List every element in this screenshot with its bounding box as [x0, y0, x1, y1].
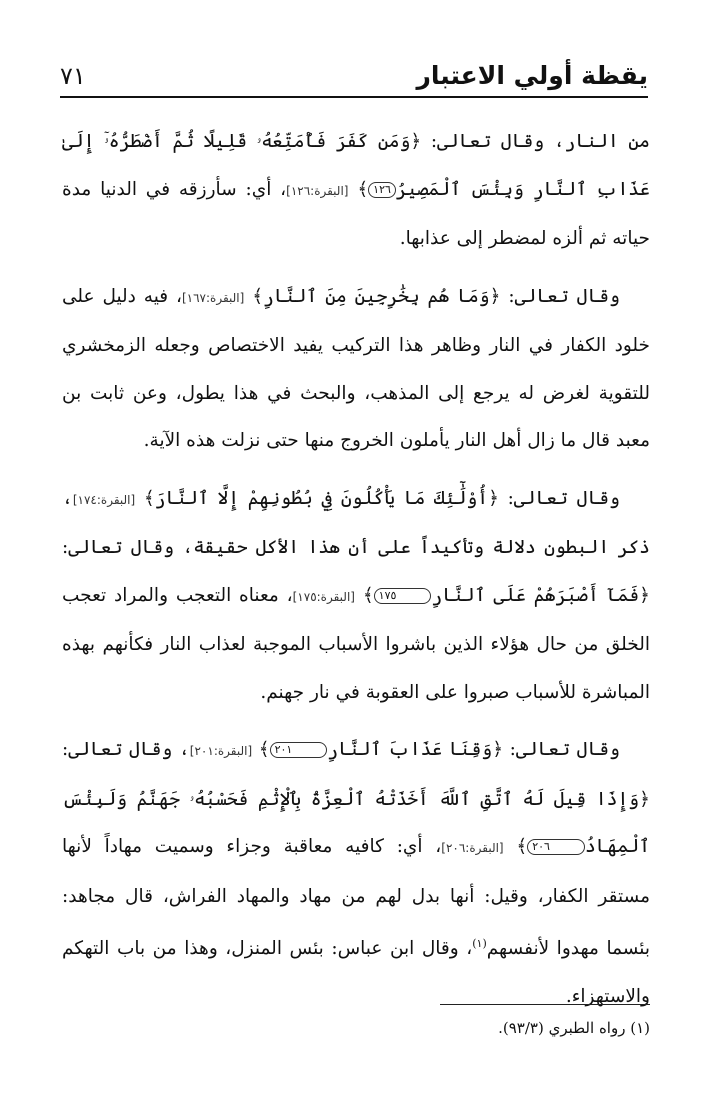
text: ، وقال تعالى:: [62, 739, 190, 760]
text: وقال تعالى:: [498, 487, 620, 509]
ayah-number-marker: ١٢٦: [368, 182, 396, 198]
text: وقال تعالى:: [503, 739, 620, 760]
text: وقال تعالى:: [500, 285, 620, 307]
surah-reference: [البقرة:١٦٧]: [181, 290, 245, 305]
text: ، معناه التعجب والمراد تعجب الخلق من حال هؤلاء الذين باشروا الأسباب الموجبة لعذاب النار فكأنهم بهذه المباشرة للأسباب صبروا على العقوبة في نار جهنم.: [62, 584, 650, 703]
quran-verse: ﴿وَمَا هُم بِخَٰرِجِينَ مِنَ ٱلنَّارِ﴾: [252, 285, 501, 307]
surah-reference: [البقرة:١٧٥]: [292, 589, 355, 604]
paragraph-2: [62, 273, 650, 465]
surah-reference: [البقرة:٢٠٦]: [441, 841, 504, 855]
text: ، أي: كافيه معاقبة وجزاء وسميت مهاداً لأنها مستقر الكفار، وقيل: أنها بدل لهم من مهاد والمهاد الفراش، قال مجاهد: بئسما مهدوا لأنفسهم: [62, 836, 651, 960]
ayah-number-marker: ٢٠١: [270, 742, 328, 758]
paragraph-3: [62, 475, 650, 717]
book-title: يقظة أولي الاعتبار: [416, 61, 648, 90]
surah-reference: [البقرة:١٢٦]: [286, 183, 349, 198]
quran-verse: ﴿فَمَآ أَصْبَرَهُمْ عَلَى ٱلنَّارِ: [431, 584, 650, 606]
text: ، أي: سأرزقه في الدنيا مدة حياته ثم ألزه لمضطر إلى عذابها.: [62, 178, 650, 249]
text: ، ذكر البطون دلالة وتأكيداً على أن هذا الأكل حقيقة، وقال تعالى:: [62, 487, 650, 558]
page-number: ٧١: [60, 62, 86, 90]
ayah-number-marker: ١٧٥: [374, 588, 432, 604]
text: من النار، وقال تعالى:: [421, 131, 650, 152]
page-body: [62, 118, 650, 1030]
surah-reference: [البقرة:١٧٤]: [72, 492, 136, 507]
footnote: (١) رواه الطبري (٩٣/٣).: [498, 1019, 650, 1037]
page-header: [60, 52, 648, 98]
ayah-number-marker: ٢٠٦: [527, 839, 585, 855]
paragraph-1: [62, 118, 650, 263]
quran-verse: ﴿وَمَن كَفَرَ فَأُمَتِّعُهُۥ قَلِيلًا ثُمَّ أَضْطَرُّهُۥٓ إِلَىٰ عَذَابِ ٱلنَّارِ وَبِئْسَ ٱلْمَصِيرُ: [62, 131, 650, 200]
paragraph-4: [62, 726, 650, 1020]
quran-close-bracket: ﴾: [516, 836, 528, 857]
footnote-divider: [440, 1004, 650, 1005]
quran-verse: ﴿وَإِذَا قِيلَ لَهُ ٱتَّقِ ٱللَّهَ أَخَذَتْهُ ٱلْعِزَّةُ بِٱلْإِثْمِ فَحَسْبُهُۥ جَهَنَّمُ وَلَبِئْسَ ٱلْمِهَادُ: [62, 788, 650, 857]
text: ، فيه دليل على خلود الكفار في النار وظاهر هذا التركيب يفيد الاختصاص وجعله الزمخشري للتقوية لغرض له يرجع إلى المذهب، والبحث في هذا يطول، وعن ثابت بن معبد قال ما زال أهل النار يأملون الخروج منها حتى نزلت هذه الآية.: [62, 285, 650, 451]
text: ، وقال ابن عباس: بئس المنزل، وهذا من باب التهكم والاستهزاء.: [62, 938, 650, 1007]
quran-close-bracket: ﴾: [258, 739, 270, 760]
quran-close-bracket: ﴾: [357, 178, 369, 200]
footnote-marker[interactable]: (١): [472, 937, 487, 950]
surah-reference: [البقرة:٢٠١]: [189, 744, 253, 758]
quran-verse: ﴿وَقِنَا عَذَابَ ٱلنَّارِ: [327, 739, 504, 760]
quran-verse: ﴿أُوْلَٰٓئِكَ مَا يَأْكُلُونَ فِي بُطُونِهِمْ إِلَّا ٱلنَّارَ﴾: [143, 487, 499, 509]
quran-close-bracket: ﴾: [362, 584, 374, 606]
